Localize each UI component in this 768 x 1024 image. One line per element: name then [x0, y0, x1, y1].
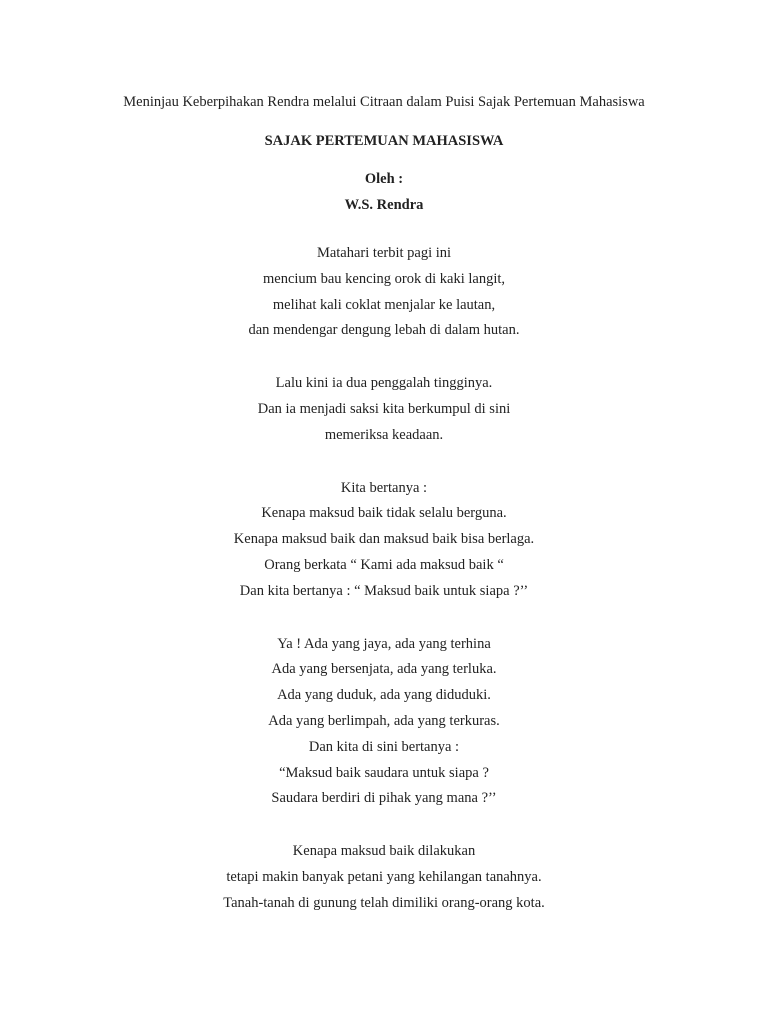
stanza — [0, 839, 768, 916]
poem-line: memeriksa keadaan. — [324, 426, 444, 443]
poem-line: Tanah-tanah di gunung telah dimiliki orang-orang kota. — [223, 894, 545, 911]
stanza — [0, 371, 768, 448]
poem-line: Kenapa maksud baik tidak selalu berguna. — [261, 505, 507, 522]
poem-line: Ada yang berlimpah, ada yang terkuras. — [268, 712, 500, 729]
poem-line: Dan kita bertanya : “ Maksud baik untuk siapa ?’’ — [239, 582, 529, 599]
poem-title: SAJAK PERTEMUAN MAHASISWA — [264, 133, 504, 149]
poem-line: Dan kita di sini bertanya : — [308, 738, 460, 755]
poem-line: “Maksud baik saudara untuk siapa ? — [279, 764, 489, 781]
poem-line: Kenapa maksud baik dilakukan — [292, 843, 476, 860]
stanza — [0, 632, 768, 813]
stanza — [0, 476, 768, 605]
poem-line: Orang berkata “ Kami ada maksud baik “ — [264, 556, 504, 573]
author-name: W.S. Rendra — [344, 197, 424, 213]
poem-line: Saudara berdiri di pihak yang mana ?’’ — [271, 790, 497, 807]
poem-line: tetapi makin banyak petani yang kehilangan tanahnya. — [226, 868, 542, 885]
poem-line: Ada yang bersenjata, ada yang terluka. — [271, 661, 497, 678]
byline — [0, 166, 768, 218]
poem-line: Dan ia menjadi saksi kita berkumpul di sini — [257, 400, 511, 417]
poem-line: Kenapa maksud baik dan maksud baik bisa berlaga. — [233, 531, 535, 548]
poem-line: Ada yang duduk, ada yang diduduki. — [277, 687, 491, 704]
poem-line: Kita bertanya : — [340, 479, 428, 496]
poem-line: Ya ! Ada yang jaya, ada yang terhina — [277, 635, 491, 652]
poem-line: Lalu kini ia dua penggalah tingginya. — [275, 375, 493, 392]
poem-line: mencium bau kencing orok di kaki langit, — [262, 270, 505, 287]
poem-line: dan mendengar dengung lebah di dalam hutan. — [248, 322, 520, 339]
poem-body — [0, 241, 768, 944]
poem-line: melihat kali coklat menjalar ke lautan, — [272, 296, 496, 313]
document-header-title: Meninjau Keberpihakan Rendra melalui Citraan dalam Puisi Sajak Pertemuan Mahasiswa — [123, 94, 645, 110]
byline-label: Oleh : — [364, 171, 404, 187]
stanza — [0, 241, 768, 344]
poem-line: Matahari terbit pagi ini — [316, 245, 452, 261]
